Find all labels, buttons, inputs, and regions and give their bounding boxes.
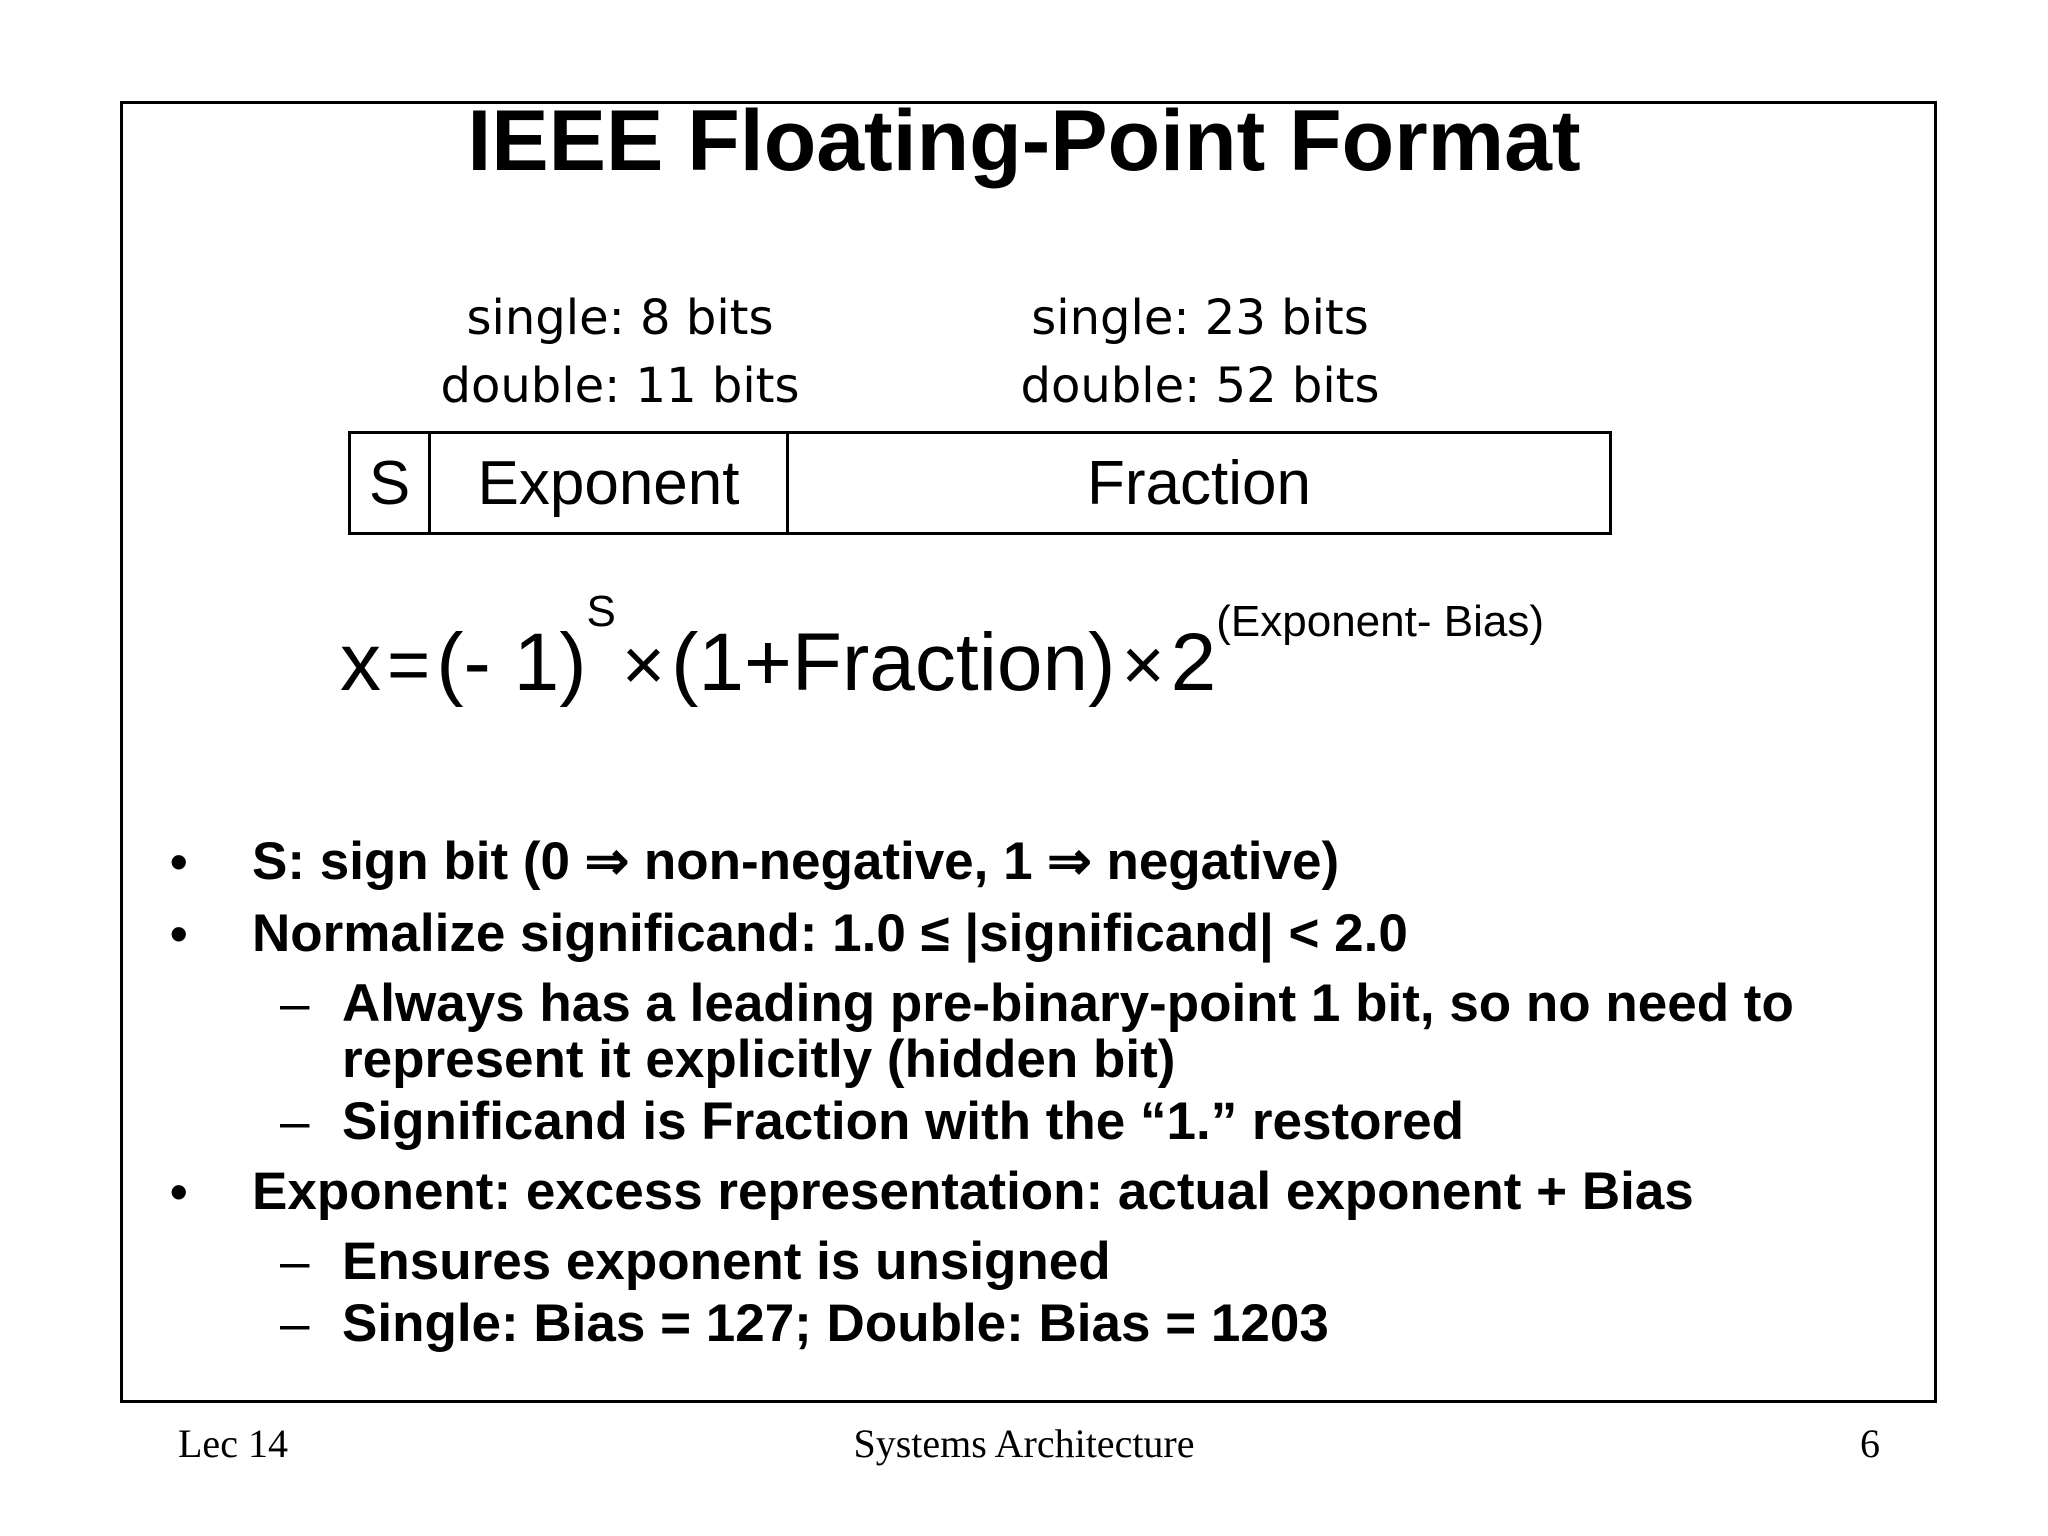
formula-sign-exponent: S — [586, 587, 616, 636]
sub-bullet-item — [170, 1296, 1930, 1352]
sub-bullet-text: Ensures exponent is unsigned — [342, 1232, 1111, 1291]
sub-bullet-text: Significand is Fraction with the “1.” restored — [342, 1092, 1465, 1151]
bullet-list — [170, 826, 1930, 1358]
formula-times-2: × — [1121, 623, 1165, 706]
formula-mantissa: (1+Fraction) — [671, 617, 1116, 708]
footer-page-number: 6 — [1860, 1421, 1880, 1466]
bullet-text: Exponent: excess representation: actual exponent + Bias — [252, 1162, 1694, 1221]
bullet-item — [170, 1156, 1930, 1228]
fraction-width-caption — [960, 284, 1440, 420]
exponent-single-caption: single: 8 bits — [466, 290, 774, 346]
bullet-dot: • — [170, 1164, 188, 1220]
formula-two: 2 — [1170, 617, 1217, 708]
fraction-field: Fraction — [1087, 448, 1311, 518]
bullet-item — [170, 826, 1930, 898]
sub-bullet-item — [170, 1094, 1930, 1150]
sub-bullet-dash: – — [280, 974, 310, 1033]
sub-bullet-dash: – — [280, 1092, 310, 1151]
sub-bullet-item — [170, 976, 1930, 1088]
bullet-item — [170, 898, 1930, 970]
exponent-width-caption — [400, 284, 840, 420]
formula-base: (- 1) — [436, 617, 587, 708]
footer-lecture: Lec 14 — [178, 1421, 288, 1466]
footer-course: Systems Architecture — [853, 1421, 1195, 1466]
bullet-text: S: sign bit (0 ⇒ non-negative, 1 ⇒ negative) — [252, 832, 1340, 891]
exponent-double-caption: double: 11 bits — [440, 358, 800, 414]
value-formula — [340, 587, 1544, 720]
sub-bullet-item — [170, 1234, 1930, 1290]
sign-field: S — [351, 434, 431, 532]
bullet-dot: • — [170, 834, 188, 890]
sub-bullet-dash: – — [280, 1294, 310, 1353]
formula-times-1: × — [621, 623, 666, 706]
formula-power: (Exponent- Bias) — [1216, 597, 1544, 646]
sub-bullet-dash: – — [280, 1232, 310, 1291]
bullet-text: Normalize significand: 1.0 ≤ |significand| < 2.0 — [252, 904, 1408, 963]
bit-format-diagram — [348, 431, 1612, 535]
fraction-double-caption: double: 52 bits — [1020, 358, 1380, 414]
bullet-dot: • — [170, 906, 188, 962]
formula-equals: = — [387, 623, 431, 706]
sub-bullet-text: Single: Bias = 127; Double: Bias = 1203 — [342, 1294, 1329, 1353]
slide-title: IEEE Floating-Point Format — [467, 93, 1581, 189]
exponent-field: Exponent — [431, 434, 789, 532]
formula-x: x — [340, 617, 381, 708]
sub-bullet-text: Always has a leading pre-binary-point 1 bit, so no need to represent it explicitly (hidden bit) — [342, 974, 1794, 1089]
fraction-single-caption: single: 23 bits — [1031, 290, 1369, 346]
